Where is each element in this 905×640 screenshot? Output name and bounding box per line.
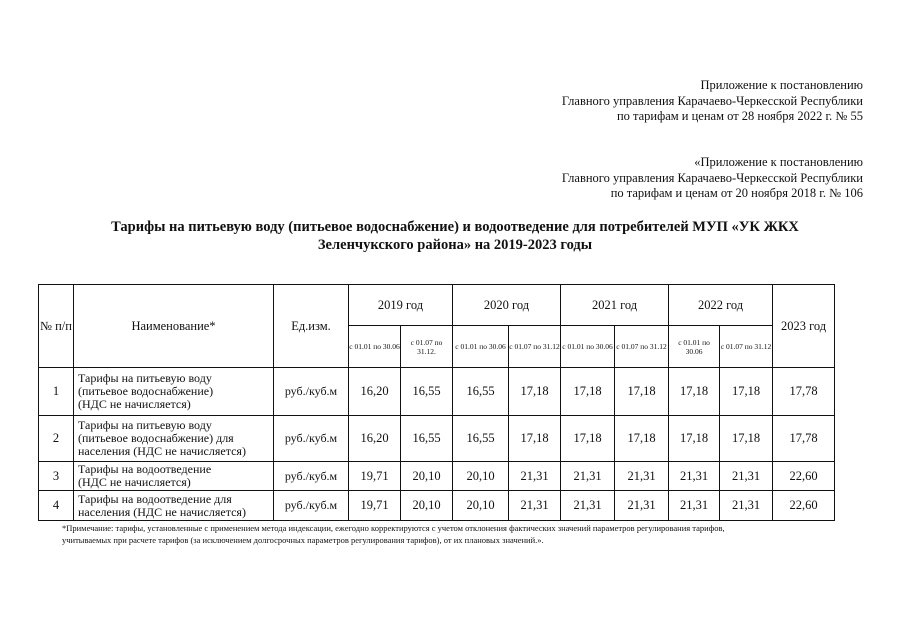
tariff-value: 17,18 [615,416,669,462]
header-period: с 01.01 по 30.06 [561,326,615,368]
header-period: с 01.01 по 30.06 [453,326,509,368]
header-year: 2019 год [349,285,453,326]
row-number: 3 [39,462,74,491]
tariff-value: 17,18 [669,416,720,462]
appendix-header-original [562,155,863,202]
tariff-value: 17,18 [509,368,561,416]
tariff-value: 19,71 [349,462,401,491]
row-unit: руб./куб.м [274,491,349,521]
appendix-line: Приложение к постановлению [700,78,863,92]
row-unit: руб./куб.м [274,462,349,491]
row-name-line: (питьевое водоснабжение) для [78,431,234,445]
tariff-value: 16,55 [401,368,453,416]
tariff-value: 19,71 [349,491,401,521]
tariff-value: 21,31 [720,462,773,491]
row-number: 2 [39,416,74,462]
table-row [39,368,835,416]
header-period: с 01.07 по 31.12. [401,326,453,368]
tariff-value: 17,78 [773,368,835,416]
row-name-line: Тарифы на питьевую воду [78,371,212,385]
footnote [62,522,874,546]
title-line: Зеленчукского района» на 2019-2023 годы [317,237,593,253]
row-name-line: Тарифы на водоотведение [78,462,212,476]
tariff-value: 21,31 [615,462,669,491]
footnote-line: учитываемых при расчете тарифов (за исключением долгосрочных параметров регулирования тарифов), от их плановых значений.». [62,535,544,545]
tariff-value: 17,78 [773,416,835,462]
header-year-last: 2023 год [773,285,835,368]
header-year: 2020 год [453,285,561,326]
tariff-value: 16,55 [453,368,509,416]
tariff-value: 22,60 [773,462,835,491]
header-period: с 01.01 по 30.06 [349,326,401,368]
tariff-value: 20,10 [453,462,509,491]
row-name-line: (питьевое водоснабжение) [78,384,214,398]
appendix-line: Главного управления Карачаево-Черкесской Республики [561,93,863,108]
header-year: 2021 год [561,285,669,326]
tariff-value: 21,31 [561,491,615,521]
header-number: № п/п [39,285,74,368]
header-period: с 01.07 по 31.12 [509,326,561,368]
tariff-value: 17,18 [561,368,615,416]
appendix-line: «Приложение к постановлению [694,155,863,169]
row-name [74,491,274,521]
row-name-line: (НДС не начисляется) [78,397,191,411]
tariff-value: 17,18 [509,416,561,462]
tariff-value: 16,20 [349,416,401,462]
tariff-value: 20,10 [401,491,453,521]
tariff-value: 20,10 [453,491,509,521]
row-number: 1 [39,368,74,416]
appendix-line: по тарифам и ценам от 28 ноября 2022 г. № 55 [616,109,863,123]
tariff-table [38,284,835,521]
table-row [39,462,835,491]
row-name [74,416,274,462]
header-unit: Ед.изм. [274,285,349,368]
tariff-value: 22,60 [773,491,835,521]
tariff-value: 17,18 [561,416,615,462]
appendix-line: Главного управления Карачаево-Черкесской Республики [561,170,863,185]
table-row [39,416,835,462]
tariff-value: 21,31 [509,491,561,521]
header-name: Наименование* [74,285,274,368]
header-period: с 01.07 по 31.12 [720,326,773,368]
tariff-value: 17,18 [669,368,720,416]
document-title [60,218,850,254]
row-name-line: (НДС не начисляется) [78,475,191,489]
row-unit: руб./куб.м [274,368,349,416]
tariff-value: 21,31 [720,491,773,521]
tariff-value: 21,31 [509,462,561,491]
title-line: Тарифы на питьевую воду (питьевое водоснабжение) и водоотведение для потребителей МУП «УК ЖКХ [111,219,799,235]
tariff-value: 21,31 [615,491,669,521]
row-name-line: Тарифы на питьевую воду [78,418,212,432]
row-name-line: населения (НДС не начисляется) [78,444,246,458]
row-name [74,368,274,416]
tariff-value: 21,31 [669,491,720,521]
row-name-line: населения (НДС не начисляется) [78,504,246,519]
tariff-value: 20,10 [401,462,453,491]
row-unit: руб./куб.м [274,416,349,462]
row-name [74,462,274,491]
tariff-value: 16,55 [453,416,509,462]
tariff-value: 16,55 [401,416,453,462]
tariff-value: 21,31 [561,462,615,491]
row-name-line: Тарифы на водоотведение для [78,491,232,506]
header-period: с 01.07 по 31.12 [615,326,669,368]
appendix-header-current [562,78,863,125]
tariff-value: 21,31 [669,462,720,491]
tariff-value: 16,20 [349,368,401,416]
tariff-value: 17,18 [615,368,669,416]
header-period: с 01.01 по 30.06 [669,326,720,368]
appendix-line: по тарифам и ценам от 20 ноября 2018 г. № 106 [610,186,863,200]
row-number: 4 [39,491,74,521]
table-row [39,491,835,521]
tariff-value: 17,18 [720,416,773,462]
footnote-line: *Примечание: тарифы, установленные с применением метода индексации, ежегодно корректируются с учетом отклонения фактических значений параметров регулирования тарифов, [62,523,725,533]
tariff-value: 17,18 [720,368,773,416]
header-year: 2022 год [669,285,773,326]
